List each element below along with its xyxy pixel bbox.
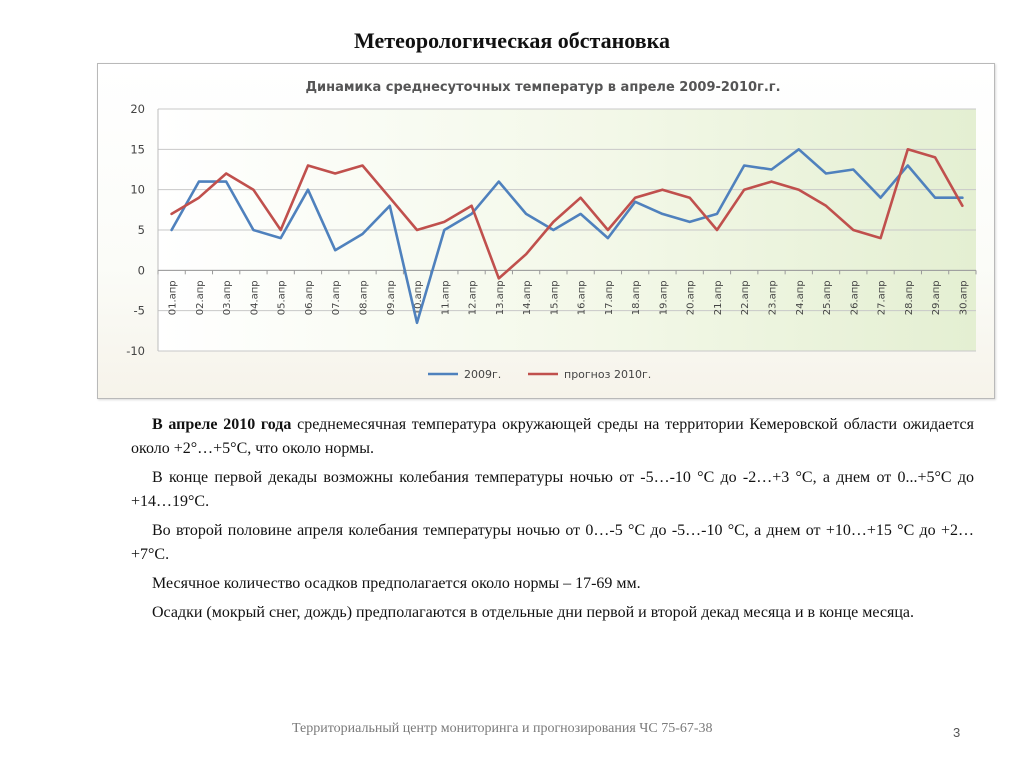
y-tick-label: -10 [126, 344, 145, 358]
x-tick-label: 03.апр [222, 280, 234, 316]
y-tick-label: 0 [137, 263, 145, 278]
x-tick-label: 11.апр [440, 280, 452, 316]
x-tick-label: 17.апр [603, 280, 615, 316]
footer-text: Территориальный центр мониторинга и прогнозирования ЧС 75-67-38 [292, 721, 713, 736]
paragraph-4 [131, 572, 974, 596]
x-tick-label: 04.апр [249, 280, 261, 316]
x-tick-label: 09.апр [385, 280, 397, 316]
x-tick-label: 14.апр [522, 280, 534, 316]
chart-title: Динамика среднесуточных температур в апреле 2009-2010г.г. [305, 80, 781, 95]
page-number: 3 [953, 725, 961, 740]
paragraph-1 [131, 413, 974, 461]
x-tick-label: 23.апр [767, 280, 779, 316]
body-text [131, 413, 974, 630]
x-tick-label: 10.апр [413, 280, 425, 316]
y-tick-label: 10 [130, 182, 145, 197]
y-tick-label: 20 [130, 102, 145, 116]
x-tick-label: 06.апр [303, 280, 315, 316]
x-tick-label: 22.апр [740, 280, 752, 316]
x-tick-label: 12.апр [467, 280, 479, 316]
y-tick-label: -5 [133, 303, 145, 318]
legend-label-1: 2009г. [464, 368, 502, 381]
paragraph-4-text: Месячное количество осадков предполагается около нормы – 17-69 мм. [152, 575, 641, 592]
x-tick-label: 01.апр [167, 280, 179, 316]
paragraph-3-text: Во второй половине апреля колебания температуры ночью от 0…-5 °С до -5…-10 °С, а днем от +10…+15 °С до +2…+7°С. [131, 522, 974, 563]
paragraph-5 [131, 601, 974, 625]
paragraph-1-bold: В апреле 2010 года [152, 416, 292, 433]
y-tick-label: 15 [130, 142, 145, 157]
x-tick-label: 29.апр [931, 280, 943, 316]
x-tick-label: 07.апр [331, 280, 343, 316]
slide-title: Метеорологическая обстановка [354, 28, 670, 53]
x-tick-label: 08.апр [358, 280, 370, 316]
x-tick-label: 21.апр [712, 280, 724, 316]
paragraph-5-text: Осадки (мокрый снег, дождь) предполагаются в отдельные дни первой и второй декад месяца и в конце месяца. [152, 604, 915, 621]
x-tick-label: 16.апр [576, 280, 588, 316]
paragraph-3 [131, 519, 974, 567]
x-tick-label: 20.апр [685, 280, 697, 316]
chart-frame [97, 63, 995, 399]
x-tick-label: 27.апр [876, 280, 888, 316]
x-tick-label: 24.апр [794, 280, 806, 316]
x-tick-label: 15.апр [549, 280, 561, 316]
x-tick-label: 26.апр [849, 280, 861, 316]
x-tick-label: 13.апр [494, 280, 506, 316]
x-tick-label: 18.апр [631, 280, 643, 316]
y-tick-label: 5 [137, 223, 145, 237]
legend-label-2: прогноз 2010г. [564, 368, 652, 381]
x-tick-label: 02.апр [194, 280, 206, 316]
paragraph-1-text: среднемесячная температура окружающей среды на территории Кемеровской области ожидается около +2°…+5°С, что около нормы. [131, 416, 974, 457]
x-tick-label: 19.апр [658, 280, 670, 316]
x-tick-label: 25.апр [822, 280, 834, 316]
x-tick-label: 05.апр [276, 280, 288, 316]
x-tick-label: 30.апр [958, 280, 970, 316]
x-tick-label: 28.апр [903, 280, 915, 316]
temperature-chart [98, 64, 994, 398]
paragraph-2 [131, 466, 974, 514]
paragraph-2-text: В конце первой декады возможны колебания температуры ночью от -5…-10 °С до -2…+3 °С, а днем от 0...+5°С до +14…19°С. [131, 469, 974, 510]
